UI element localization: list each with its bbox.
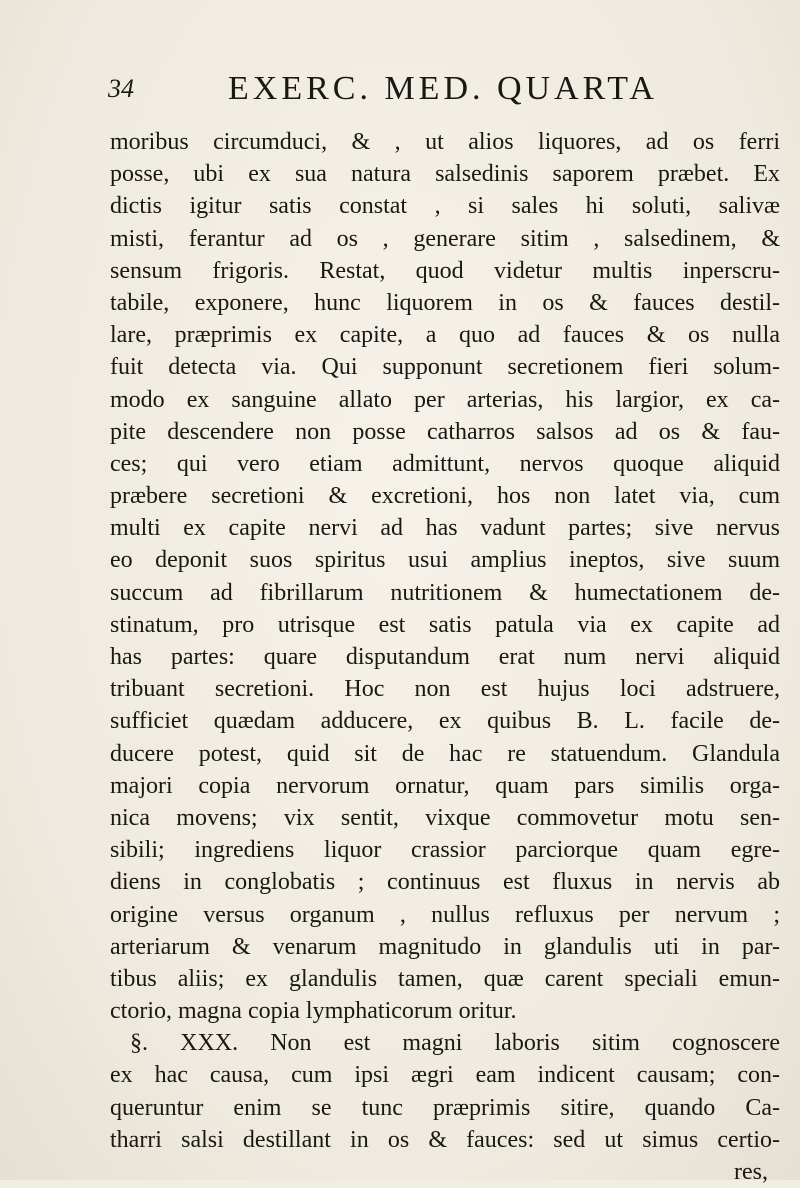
text-line: fuit detecta via. Qui supponunt secretionem fieri solum- [110, 354, 780, 381]
text-line: misti, ferantur ad os , generare sitim , salsedinem, & [110, 225, 780, 252]
text-line: posse, ubi ex sua natura salsedinis saporem præbet. Ex [110, 161, 780, 188]
text-line: tharri salsi destillant in os & fauces: sed ut simus certio- [110, 1126, 780, 1153]
text-line: moribus circumduci, & , ut alios liquores, ad os ferri [110, 129, 780, 155]
text-line: ducere potest, quid sit de hac re statuendum. Glandula [110, 740, 780, 767]
text-line: tribuant secretioni. Hoc non est hujus loci adstruere, [110, 676, 780, 703]
text-line: queruntur enim se tunc præprimis sitire, quando Ca- [110, 1094, 780, 1121]
text-line: pite descendere non posse catharros salsos ad os & fau- [110, 418, 780, 445]
text-line: origine versus organum , nullus refluxus per nervum ; [110, 901, 780, 928]
text-line: multi ex capite nervi ad has vadunt partes; sive nervus [110, 515, 780, 542]
page-header [108, 70, 708, 110]
text-line: ctorio, magna copia lymphaticorum oritur. [110, 998, 517, 1025]
text-line: nica movens; vix sentit, vixque commovetur motu sen- [110, 804, 780, 831]
text-line: arteriarum & venarum magnitudo in glandulis uti in par- [110, 933, 780, 960]
page-number: 34 [108, 74, 134, 103]
text-line: præbere secretioni & excretioni, hos non latet via, cum [110, 483, 780, 510]
text-line: stinatum, pro utrisque est satis patula via ex capite ad [110, 611, 780, 638]
catchword: res, [734, 1159, 768, 1185]
text-line: sibili; ingrediens liquor crassior parciorque quam egre- [110, 837, 780, 864]
text-line: succum ad fibrillarum nutritionem & humectationem de- [110, 579, 780, 606]
text-line: tibus aliis; ex glandulis tamen, quæ carent speciali emun- [110, 965, 780, 992]
text-line: modo ex sanguine allato per arterias, his largior, ex ca- [110, 386, 780, 413]
text-line: sensum frigoris. Restat, quod videtur multis inperscru- [110, 257, 780, 284]
text-line: ces; qui vero etiam admittunt, nervos quoque aliquid [110, 450, 780, 477]
running-head: EXERC. MED. QUARTA [228, 70, 658, 107]
text-line: lare, præprimis ex capite, a quo ad fauces & os nulla [110, 322, 780, 349]
text-line: sufficiet quædam adducere, ex quibus B. L. facile de- [110, 708, 780, 735]
text-line: tabile, exponere, hunc liquorem in os & fauces destil- [110, 289, 780, 316]
text-line: majori copia nervorum ornatur, quam pars similis orga- [110, 772, 780, 799]
text-line: dictis igitur satis constat , si sales hi soluti, salivæ [110, 193, 780, 220]
text-line: has partes: quare disputandum erat num nervi aliquid [110, 644, 780, 670]
text-line: diens in conglobatis ; continuus est fluxus in nervis ab [110, 869, 780, 896]
section-start-line: §. XXX. Non est magni laboris sitim cognoscere [130, 1030, 780, 1057]
body-text [110, 126, 780, 1188]
text-line: eo deponit suos spiritus usui amplius ineptos, sive suum [110, 547, 780, 574]
text-line: ex hac causa, cum ipsi ægri eam indicent causam; con- [110, 1062, 780, 1089]
